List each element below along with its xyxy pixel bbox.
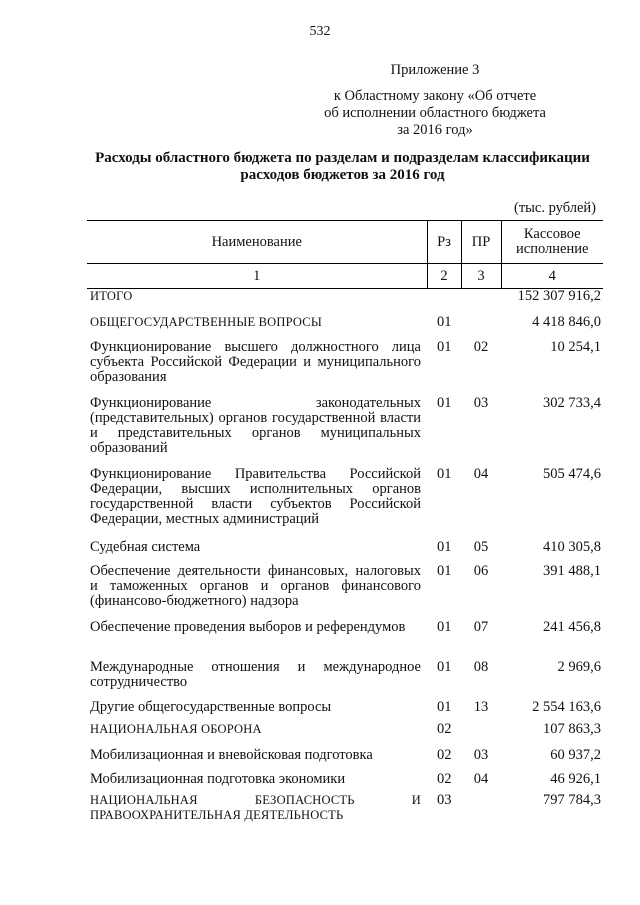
- table-row: [87, 313, 603, 337]
- table-row: [87, 697, 603, 721]
- appendix-line: за 2016 год»: [397, 122, 473, 138]
- row-value: 410 305,8: [543, 538, 601, 555]
- appendix-block: [300, 62, 570, 139]
- row-name: НАЦИОНАЛЬНАЯ БЕЗОПАСНОСТЬ И ПРАВООХРАНИТЕЛЬНАЯ ДЕЯТЕЛЬНОСТЬ: [90, 792, 421, 822]
- row-value: 60 937,2: [550, 746, 601, 763]
- table-row: [87, 537, 603, 561]
- row-rz: 01: [437, 658, 452, 675]
- row-name: Функционирование Правительства Российской Федерации, высших исполнительных органов государственной власти субъектов Российской Федерации, местных администраций: [90, 465, 421, 527]
- appendix-title: Приложение 3: [390, 62, 480, 78]
- document-title-line: Расходы областного бюджета по разделам и подразделам классификации: [95, 150, 590, 166]
- row-value: 2 554 163,6: [532, 698, 601, 715]
- row-value: 391 488,1: [543, 562, 601, 579]
- row-rz: 02: [437, 770, 452, 787]
- row-name: ОБЩЕГОСУДАРСТВЕННЫЕ ВОПРОСЫ: [90, 314, 322, 329]
- table-header-row: [87, 221, 603, 264]
- row-pr: 06: [473, 562, 489, 579]
- row-name: Функционирование высшего должностного лица субъекта Российской Федерации и муниципального образования: [90, 338, 421, 385]
- row-pr: 04: [473, 465, 489, 482]
- row-rz: [427, 289, 461, 313]
- appendix-line: к Областному закону «Об отчете: [333, 88, 537, 104]
- row-value: 4 418 846,0: [532, 313, 601, 330]
- appendix-line: об исполнении областного бюджета: [324, 105, 546, 121]
- page-number: 532: [309, 24, 331, 39]
- row-rz: 02: [437, 720, 452, 737]
- row-value: 10 254,1: [550, 338, 601, 355]
- row-pr: 08: [473, 658, 489, 675]
- table-row: [87, 617, 603, 657]
- row-rz: 01: [437, 338, 452, 355]
- document-title: [70, 150, 615, 184]
- table-row: [87, 745, 603, 769]
- row-value: 302 733,4: [543, 394, 601, 411]
- table-row: [87, 721, 603, 745]
- table-row: [87, 793, 603, 827]
- row-pr: 04: [473, 770, 489, 787]
- document-title-line: расходов бюджетов за 2016 год: [240, 167, 445, 183]
- row-pr: 07: [473, 618, 489, 635]
- column-number: 1: [87, 264, 427, 289]
- row-pr: 03: [473, 746, 489, 763]
- row-pr: [461, 721, 501, 745]
- row-name: Мобилизационная и вневойсковая подготовка: [90, 746, 373, 763]
- header-value-line: Кассовое: [523, 226, 581, 242]
- table-row: [87, 769, 603, 793]
- column-number: 4: [501, 264, 603, 289]
- expenditure-table: [87, 220, 603, 827]
- units-label: (тыс. рублей): [514, 200, 596, 216]
- row-value: 797 784,3: [543, 791, 601, 808]
- row-pr: [461, 289, 501, 313]
- table-row: [87, 561, 603, 617]
- row-pr: [461, 313, 501, 337]
- row-value: 152 307 916,2: [517, 288, 601, 304]
- row-name: Другие общегосударственные вопросы: [90, 698, 332, 715]
- table-row: [87, 657, 603, 697]
- table-row: [87, 337, 603, 393]
- row-rz: 01: [437, 562, 452, 579]
- row-name: Обеспечение проведения выборов и референдумов: [90, 618, 406, 635]
- column-number: 2: [427, 264, 461, 289]
- row-rz: 03: [437, 791, 452, 808]
- row-rz: 01: [437, 394, 452, 411]
- column-number: 3: [461, 264, 501, 289]
- table-body: [87, 289, 603, 827]
- row-name: НАЦИОНАЛЬНАЯ ОБОРОНА: [90, 721, 262, 736]
- header-pr: ПР: [461, 221, 501, 264]
- row-name: ИТОГО: [90, 289, 133, 303]
- row-pr: 05: [473, 538, 489, 555]
- row-name: Мобилизационная подготовка экономики: [90, 770, 346, 787]
- header-name: Наименование: [87, 221, 427, 264]
- row-rz: 01: [437, 538, 452, 555]
- row-rz: 01: [437, 618, 452, 635]
- row-name: Обеспечение деятельности финансовых, налоговых и таможенных органов и органов финансового (финансово-бюджетного) надзора: [90, 562, 421, 609]
- row-value: 505 474,6: [543, 465, 601, 482]
- row-rz: 01: [437, 313, 452, 330]
- table-row: [87, 465, 603, 537]
- table-column-numbers-row: [87, 264, 603, 289]
- row-name: Судебная система: [90, 538, 201, 555]
- row-value: 241 456,8: [543, 618, 601, 635]
- table-row: [87, 289, 603, 313]
- row-value: 46 926,1: [550, 770, 601, 787]
- row-name: Международные отношения и международное сотрудничество: [90, 658, 421, 690]
- row-name: Функционирование законодательных (представительных) органов государственной власти и представительных органов муниципальных образований: [90, 394, 421, 456]
- row-pr: 13: [473, 698, 489, 715]
- header-value: [501, 221, 603, 264]
- row-rz: 01: [437, 465, 452, 482]
- row-value: 2 969,6: [557, 658, 601, 675]
- row-pr: [461, 793, 501, 827]
- row-value: 107 863,3: [543, 720, 601, 737]
- row-rz: 01: [437, 698, 452, 715]
- header-rz: Рз: [427, 221, 461, 264]
- table-row: [87, 393, 603, 465]
- row-rz: 02: [437, 746, 452, 763]
- row-pr: 03: [473, 394, 489, 411]
- row-pr: 02: [473, 338, 489, 355]
- header-value-line: исполнение: [516, 241, 589, 257]
